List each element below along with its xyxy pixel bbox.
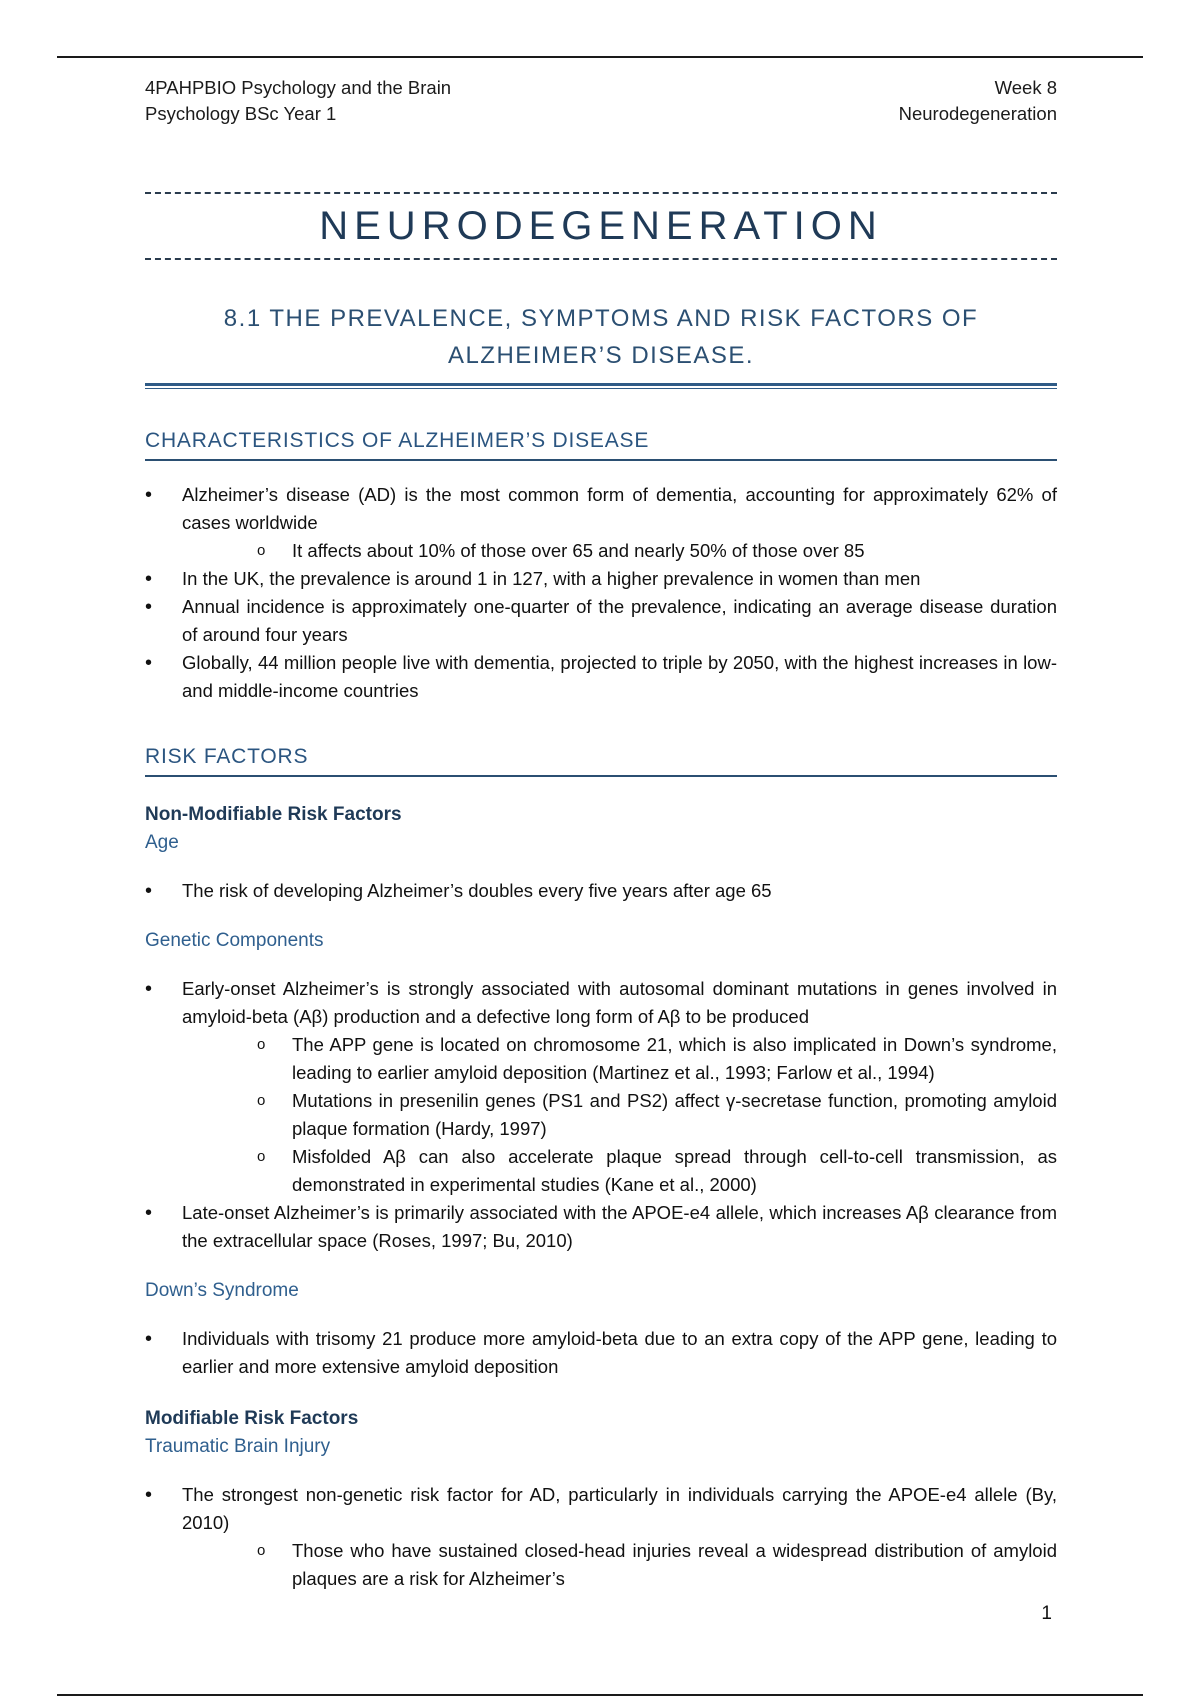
- page-number: 1: [1041, 1603, 1052, 1624]
- tbi-subheading: Traumatic Brain Injury: [145, 1436, 331, 1457]
- non-modifiable-title: Non-Modifiable Risk Factors: [145, 804, 402, 825]
- sub-list: [182, 1031, 1057, 1199]
- list-item: • The risk of developing Alzheimer’s doubles every five years after age 65: [145, 877, 1057, 905]
- sub-list: [182, 1537, 1057, 1593]
- sub-list-item: o The APP gene is located on chromosome 21, which is also implicated in Down’s syndrome, leading to earlier amyloid deposition (Martinez et al., 1993; Farlow et al., 1994): [182, 1031, 1057, 1087]
- genetic-subheading: Genetic Components: [145, 930, 324, 951]
- bullet-text: Early-onset Alzheimer’s is strongly associated with autosomal dominant mutations in genes involved in amyloid-beta (Aβ) production and a defective long form of Aβ to be produced: [182, 978, 1057, 1027]
- title-block: [145, 192, 1057, 260]
- sub-list: [182, 537, 1057, 565]
- list-item: [145, 481, 1057, 565]
- tbi-list: [145, 1481, 1057, 1593]
- genetic-list: [145, 975, 1057, 1255]
- list-item: • Individuals with trisomy 21 produce more amyloid-beta due to an extra copy of the APP gene, leading to earlier and more extensive amyloid deposition: [145, 1325, 1057, 1381]
- topic-label: Neurodegeneration: [898, 103, 1057, 124]
- sub-list-item: o It affects about 10% of those over 65 and nearly 50% of those over 85: [182, 537, 1057, 565]
- week-label: Week 8: [994, 77, 1057, 98]
- age-list: [145, 877, 1057, 905]
- bullet-text: Alzheimer’s disease (AD) is the most common form of dementia, accounting for approximately 62% of cases worldwide: [182, 484, 1057, 533]
- modifiable-title: Modifiable Risk Factors: [145, 1408, 359, 1429]
- course-title: 4PAHPBIO Psychology and the Brain: [145, 77, 452, 98]
- risk-factors-heading: RISK FACTORS: [145, 745, 1057, 777]
- section-title-divider: [145, 383, 1057, 389]
- document-title: NEURODEGENERATION: [319, 203, 883, 248]
- characteristics-list: [145, 481, 1057, 705]
- list-item: • Late-onset Alzheimer’s is primarily associated with the APOE-e4 allele, which increases Aβ clearance from the extracellular space (Roses, 1997; Bu, 2010): [145, 1199, 1057, 1255]
- document-page: [145, 75, 1057, 1593]
- sub-list-item: o Those who have sustained closed-head injuries reveal a widespread distribution of amyloid plaques are a risk for Alzheimer’s: [182, 1537, 1057, 1593]
- bottom-rule: [57, 1694, 1143, 1696]
- header-left: [145, 75, 451, 127]
- list-item: • Annual incidence is approximately one-quarter of the prevalence, indicating an average disease duration of around four years: [145, 593, 1057, 649]
- header-right: [899, 75, 1057, 127]
- section-title-line-2: ALZHEIMER’S DISEASE.: [447, 342, 755, 369]
- downs-syndrome-subheading: Down’s Syndrome: [145, 1280, 299, 1301]
- sub-list-item: o Mutations in presenilin genes (PS1 and PS2) affect γ-secretase function, promoting amyloid plaque formation (Hardy, 1997): [182, 1087, 1057, 1143]
- characteristics-heading: CHARACTERISTICS OF ALZHEIMER’S DISEASE: [145, 429, 1057, 461]
- list-item: • In the UK, the prevalence is around 1 in 127, with a higher prevalence in women than men: [145, 565, 1057, 593]
- programme: Psychology BSc Year 1: [145, 103, 337, 124]
- section-title: [145, 300, 1057, 374]
- list-item: • Globally, 44 million people live with dementia, projected to triple by 2050, with the highest increases in low- and middle-income countries: [145, 649, 1057, 705]
- sub-list-item: o Misfolded Aβ can also accelerate plaque spread through cell-to-cell transmission, as demonstrated in experimental studies (Kane et al., 2000): [182, 1143, 1057, 1199]
- age-subheading: Age: [145, 832, 179, 853]
- downs-list: [145, 1325, 1057, 1381]
- top-rule: [57, 56, 1143, 58]
- section-title-line-1: 8.1 THE PREVALENCE, SYMPTOMS AND RISK FACTORS OF: [223, 305, 979, 332]
- page-header: [145, 75, 1057, 127]
- list-item: [145, 975, 1057, 1199]
- bullet-text: The strongest non-genetic risk factor for AD, particularly in individuals carrying the APOE-e4 allele (By, 2010): [182, 1484, 1057, 1533]
- list-item: [145, 1481, 1057, 1593]
